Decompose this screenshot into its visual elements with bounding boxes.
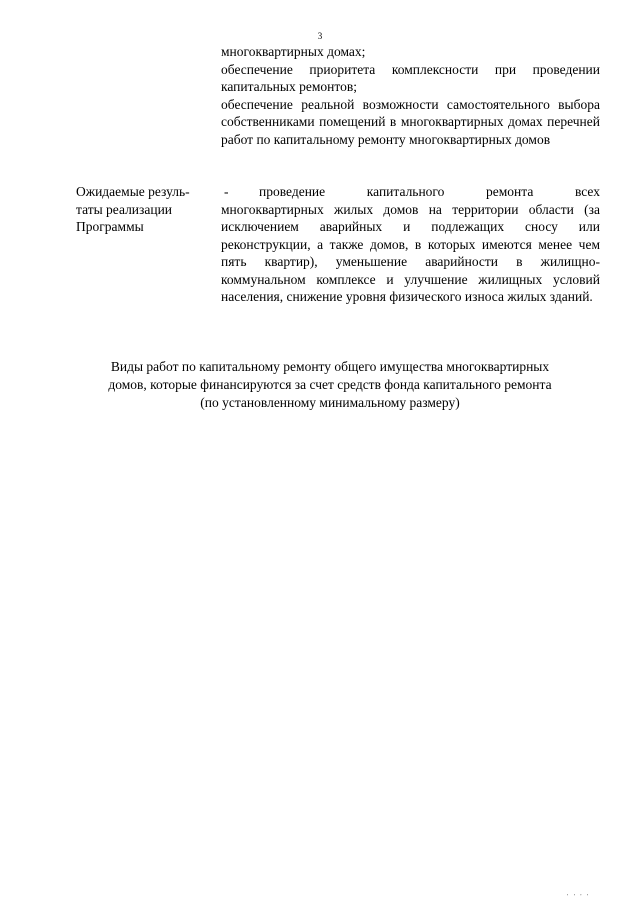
label-line: таты реализации: [76, 201, 173, 217]
page-number: 3: [317, 31, 323, 41]
expected-results-label: [76, 183, 216, 236]
continuation-paragraph: обеспечение реальной возможности самостоятельного выбора собственниками помещений в многоквартирных домах перечней работ по капитальному ремонту многоквартирных домов: [221, 96, 600, 147]
continuation-paragraph: обеспечение приоритета комплексности при проведении капитальных ремонтов;: [221, 61, 600, 94]
continuation-text: [221, 43, 600, 148]
section-heading: [60, 358, 600, 412]
continuation-paragraph: многоквартирных домах;: [221, 44, 366, 59]
expected-results-first-line: проведение капитального ремонта всех: [259, 184, 600, 199]
expected-results-body: многоквартирных жилых домов на территории области (за исключением аварийных и подлежащих сносу или реконструкции, а также домов, в которых имеются менее чем пять квартир), уменьшение аварийности в жилищно-коммунальном комплексе и улучшение жилищных условий населения, снижение уровня физического износа жилых зданий.: [221, 201, 600, 304]
expected-results-text: [221, 183, 600, 306]
footer-mark: ' ' ' ': [567, 894, 590, 900]
label-line: Ожидаемые резуль-: [76, 184, 190, 199]
heading-line: домов, которые финансируются за счет средств фонда капитального ремонта: [108, 377, 552, 392]
label-line: Программы: [76, 219, 144, 234]
list-dash: -: [224, 184, 229, 199]
heading-line: (по установленному минимальному размеру): [200, 395, 460, 410]
heading-line: Виды работ по капитальному ремонту общего имущества многоквартирных: [110, 359, 550, 374]
